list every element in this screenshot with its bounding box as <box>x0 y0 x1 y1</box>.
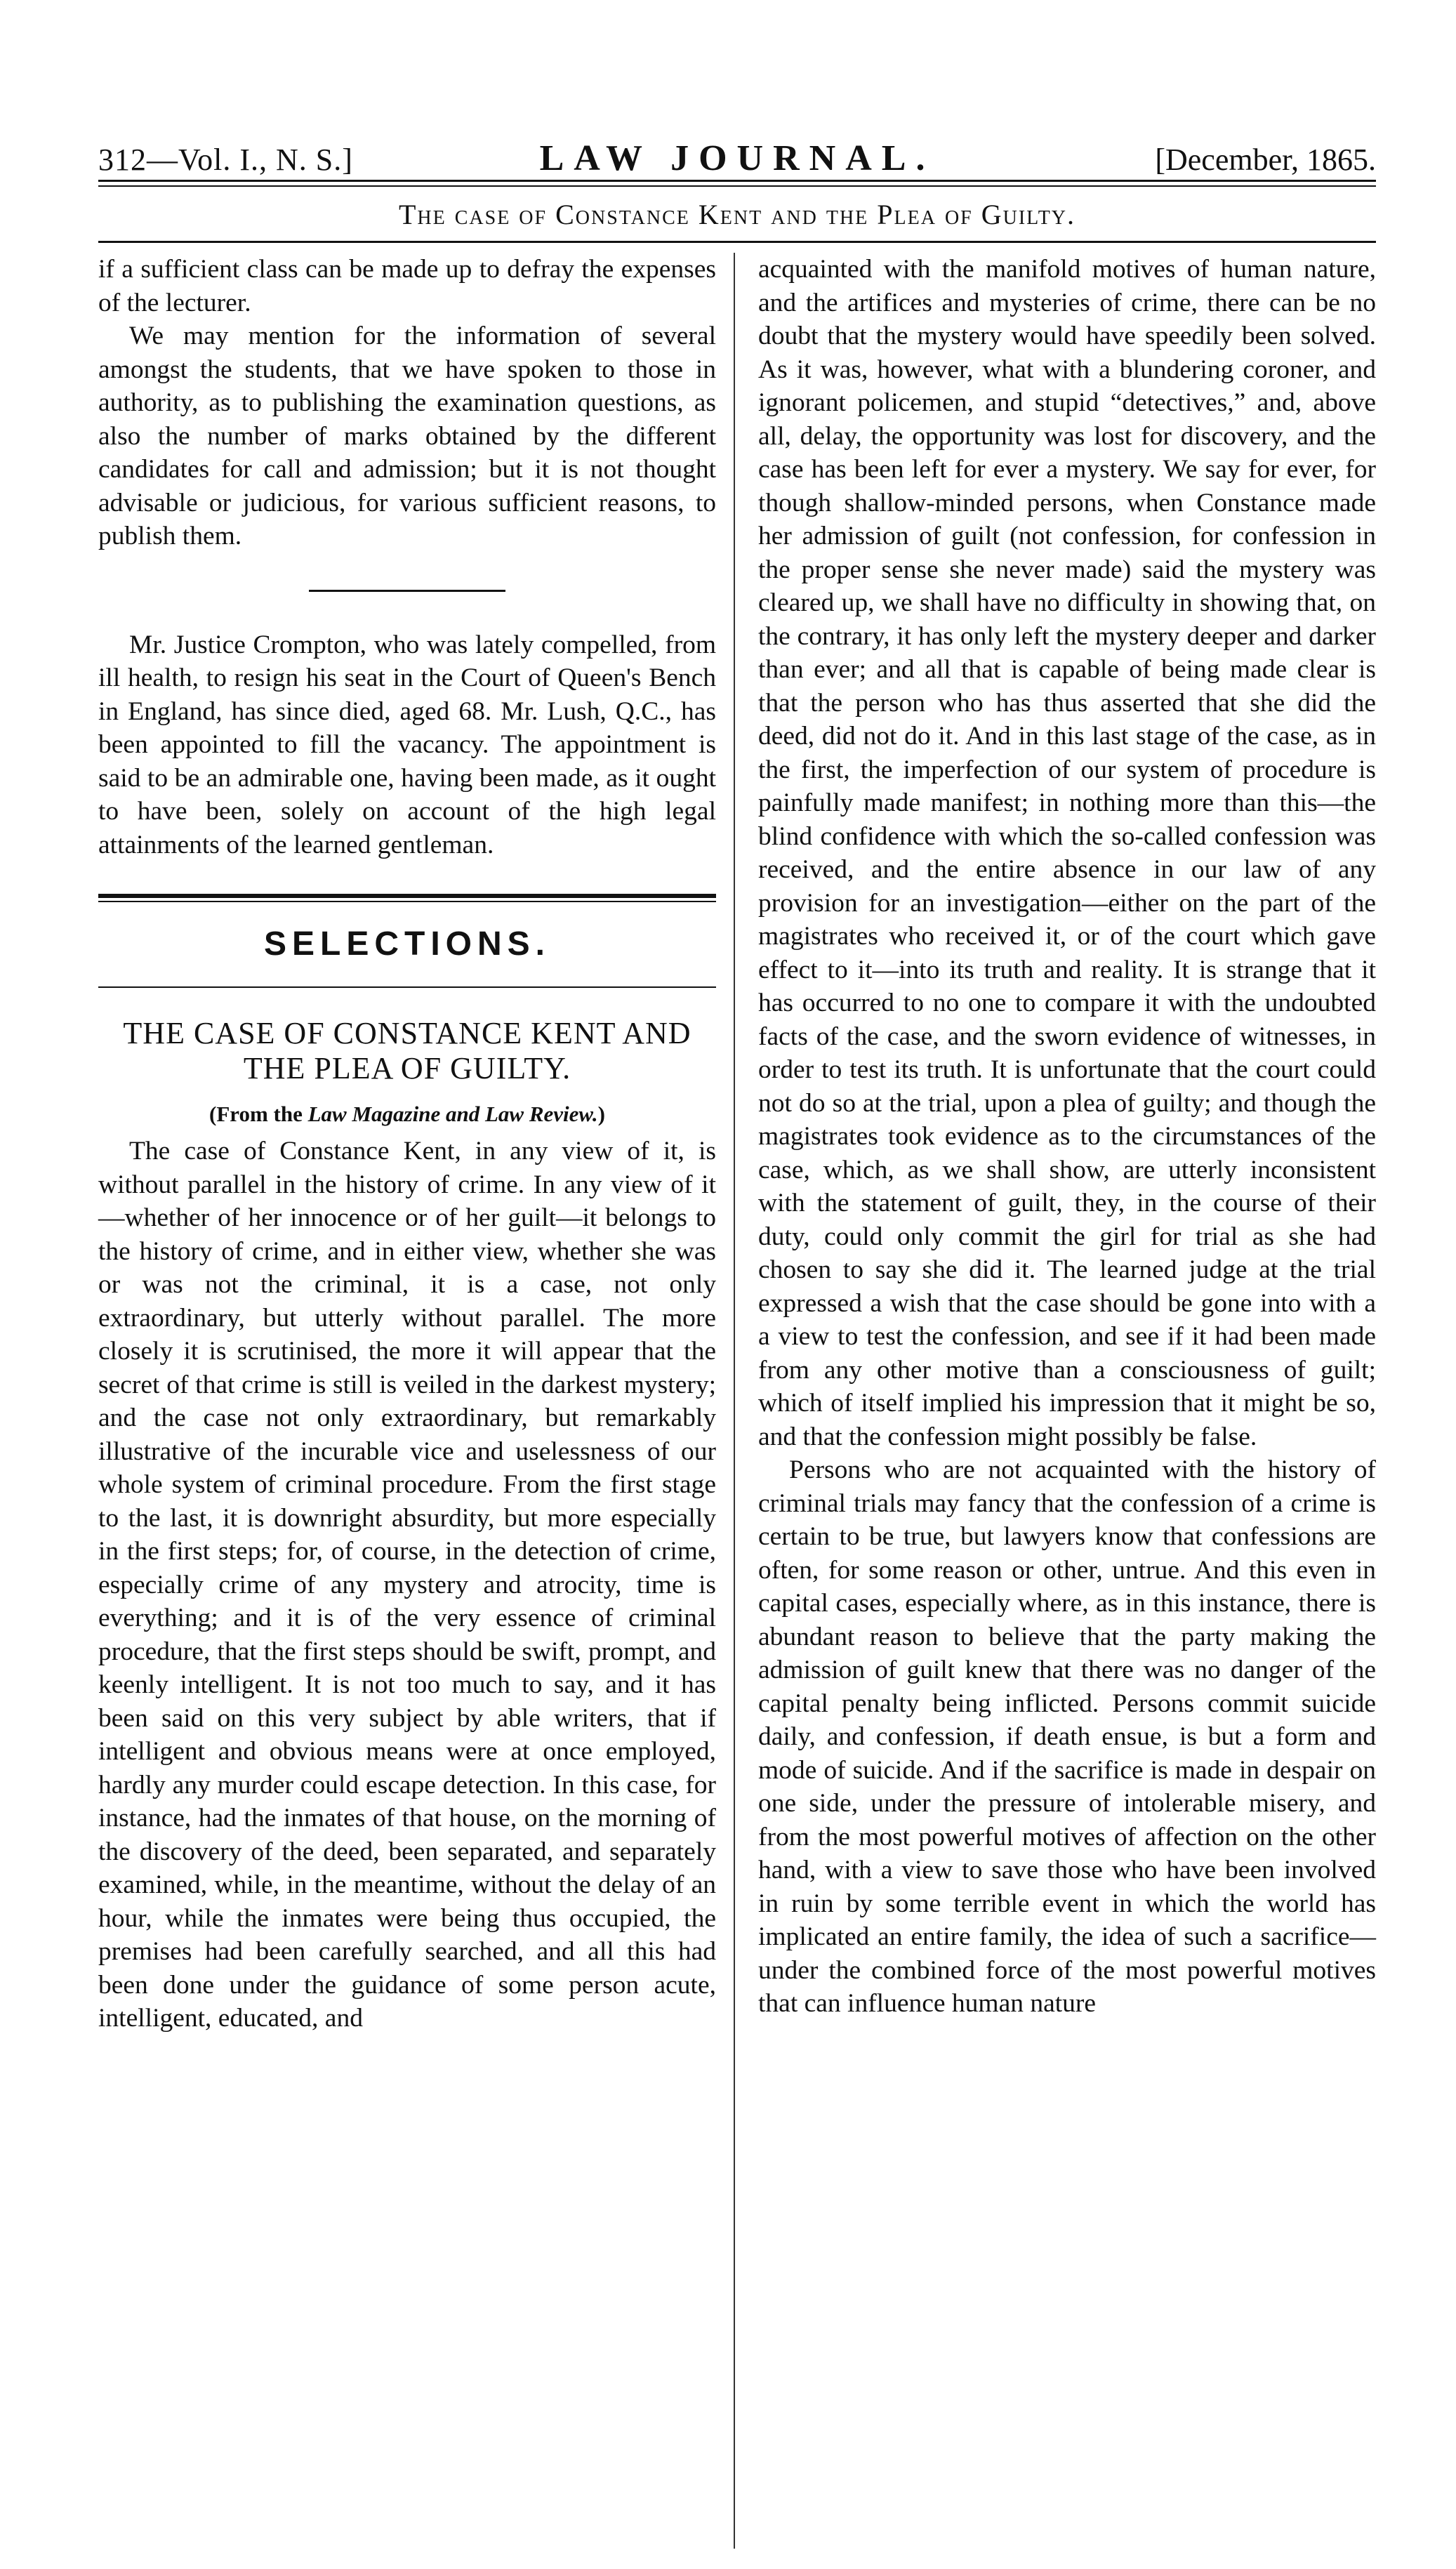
crompton-paragraph: Mr. Justice Crompton, who was lately compelled, from ill health, to resign his seat in the Court of Queen's Bench in England, has since died, aged 68. Mr. Lush, Q.C., has been appointed to fill the vacancy. The appointment is said to be an admirable one, having been made, as it ought to have been, solely on account of the high legal attainments of the learned gentleman. <box>98 630 716 859</box>
article-source <box>98 1097 716 1131</box>
selections-heading: SELECTIONS. <box>263 925 551 963</box>
source-publication: Law Magazine and Law Review. <box>307 1101 598 1126</box>
source-prefix: (From the <box>209 1101 303 1126</box>
text-columns <box>98 253 1376 2035</box>
section-rule <box>98 894 716 902</box>
page-header <box>98 112 1376 176</box>
running-title-rule <box>98 241 1376 243</box>
right-column <box>758 253 1376 2035</box>
examination-paragraph: We may mention for the information of several amongst the students, that we have spoken to those in authority, as to publishing the examination questions, as also the number of marks obtained by the different candidates for call and admission; but it is not thought advisable or judicious, for various sufficient reasons, to publish them. <box>98 322 716 550</box>
journal-page <box>98 112 1376 2035</box>
source-suffix: ) <box>597 1101 605 1126</box>
article-paragraph: The case of Constance Kent, in any view of it, is without parallel in the history of crime. In any view of it—whether of her innocence or of her guilt—it belongs to the history of crime, and in either view, whether she was or was not the criminal, it is a case, not only extraordinary, but utterly without parallel. The more closely it is scrutinised, the more it will appear that the secret of that crime is still is veiled in the darkest mystery; and the case not only extraordinary, but remarkably illustrative of the incurable vice and uselessness of our whole system of criminal procedure. From the first stage to the last, it is downright absurdity, but more especially in the first steps; for, of course, in the detection of crime, especially crime of any mystery and atrocity, time is everything; and it is of the very essence of criminal procedure, that the first steps should be swift, prompt, and keenly intelligent. It is not too much to say, and it has been said on this very subject by able writers, that if intelligent and obvious means were at once employed, hardly any murder could escape detection. In this case, for instance, had the inmates of that house, on the morning of the discovery of the deed, been separated, and separately examined, while, in the meantime, without the delay of an hour, while the inmates were being thus occupied, the premises had been carefully searched, and all this had been done under the guidance of some person acute, intelligent, educated, and <box>98 1137 716 2033</box>
column-divider <box>734 253 735 2549</box>
header-rule <box>98 180 1376 187</box>
confession-paragraph: Persons who are not acquainted with the history of criminal trials may fancy that the confession of a crime is certain to be true, but lawyers know that confessions are often, for some reason or other, untrue. And this even in capital cases, especially where, as in this instance, there is abundant reason to believe that the party making the admission of guilt knew that there was no danger of the capital penalty being inflicted. Persons commit suicide daily, and confession, if death ensue, is but a form and mode of suicide. And if the sacrifice is made in despair on one side, under the pressure of intolerable misery, and from the most powerful motives of affection on the other hand, with a view to save those who have been involved in ruin by some terrible event in which the world has implicated an entire family, the idea of such a sacrifice—under the combined force of the most powerful motives that can influence human nature <box>758 1455 1376 2018</box>
issue-date: [December, 1865. <box>1155 143 1376 177</box>
volume-reference: 312—Vol. I., N. S.] <box>98 143 353 177</box>
running-title: The case of Constance Kent and the Plea of Guilty. <box>398 199 1076 230</box>
lecturer-paragraph-end: if a sufficient class can be made up to defray the expenses of the lecturer. <box>98 255 716 317</box>
selections-rule <box>98 986 716 988</box>
journal-title: LAW JOURNAL. <box>539 138 935 178</box>
article-continuation: acquainted with the manifold motives of human nature, and the artifices and mysteries of crime, there can be no doubt that the mystery would have speedily been solved. As it was, however, what with a blundering coroner, and ignorant policemen, and stupid “detectives,” and, above all, delay, the opportunity was lost for discovery, and the case has been left for ever a mystery. We say for ever, for though shallow-minded persons, when Constance made her admission of guilt (not confession, for confession in the proper sense she never made) said the mystery was cleared up, we shall have no difficulty in showing that, on the contrary, it has only left the mystery deeper and darker than ever; and all that is capable of being made clear is that the person who has thus asserted that she did the deed, did not do it. And in this last stage of the case, as in the first, the imperfection of our system of procedure is painfully made manifest; in nothing more than this—the blind confidence with which the so-called confession was received, and the entire absence in our law of any provision for an investigation—either on the part of the magistrates who received it, or of the court which gave effect to it—into its truth and reality. It is strange that it has occurred to no one to compare it with the undoubted facts of the case, and the sworn evidence of witnesses, in order to test its truth. It is unfortunate that the court could not do so at the trial, upon a plea of guilty; and though the magistrates took evidence as to the circumstances of the case, which, as we shall show, are utterly inconsistent with the statement of guilt, they, in the course of their duty, could only commit the girl for trial as she had chosen to say she did it. The learned judge at the trial expressed a wish that the case should be gone into with a a view to test the confession, and see if it had been made from any other motive than a consciousness of guilt; which of itself implied his impression that it might be so, and that the confession might possibly be false. <box>758 255 1376 1451</box>
short-divider <box>309 590 505 592</box>
article-title: THE CASE OF CONSTANCE KENT AND THE PLEA OF GUILTY. <box>123 1015 691 1085</box>
left-column <box>98 253 716 2035</box>
